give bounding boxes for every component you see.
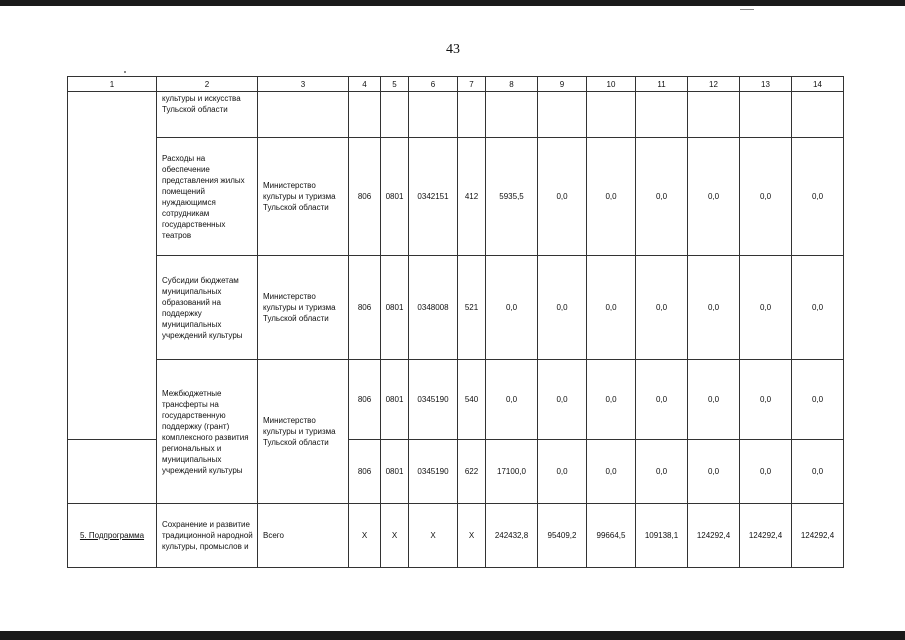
amount-cell: 99664,5 bbox=[587, 504, 636, 568]
code-cell: 0342151 bbox=[409, 138, 458, 256]
amount-cell: 0,0 bbox=[740, 138, 792, 256]
amount-cell: 0,0 bbox=[587, 440, 636, 504]
amount-cell: 0,0 bbox=[538, 138, 587, 256]
column-header: 9 bbox=[538, 77, 587, 92]
column-number-row bbox=[68, 77, 844, 92]
code-cell: 806 bbox=[349, 440, 381, 504]
empty-cell bbox=[68, 440, 157, 504]
column-header: 10 bbox=[587, 77, 636, 92]
amount-cell: 0,0 bbox=[740, 360, 792, 440]
amount-cell: 0,0 bbox=[740, 256, 792, 360]
empty-cell bbox=[587, 92, 636, 138]
row-description: Субсидии бюджетам муниципальных образований на поддержку муниципальных учреждений культуры bbox=[157, 256, 258, 360]
code-cell: 806 bbox=[349, 138, 381, 256]
amount-cell: 0,0 bbox=[792, 440, 844, 504]
column-header: 8 bbox=[486, 77, 538, 92]
empty-cell bbox=[349, 92, 381, 138]
amount-cell: 0,0 bbox=[792, 256, 844, 360]
amount-cell: 5935,5 bbox=[486, 138, 538, 256]
amount-cell: 0,0 bbox=[538, 256, 587, 360]
amount-cell: 0,0 bbox=[792, 138, 844, 256]
column-header: 13 bbox=[740, 77, 792, 92]
empty-cell bbox=[740, 92, 792, 138]
scan-speck bbox=[740, 9, 754, 10]
table-row bbox=[68, 504, 844, 568]
page-number: 43 bbox=[446, 42, 460, 57]
amount-cell: 0,0 bbox=[587, 256, 636, 360]
amount-cell: 124292,4 bbox=[688, 504, 740, 568]
amount-cell: 0,0 bbox=[538, 360, 587, 440]
ministry-cell: Министерство культуры и туризма Тульской области bbox=[258, 256, 349, 360]
subprogram-label bbox=[68, 504, 157, 568]
table-row bbox=[68, 138, 844, 256]
amount-cell: 0,0 bbox=[587, 138, 636, 256]
scan-bottom-edge bbox=[0, 631, 905, 640]
code-cell: 412 bbox=[458, 138, 486, 256]
amount-cell: 0,0 bbox=[636, 360, 688, 440]
amount-cell: 0,0 bbox=[688, 138, 740, 256]
amount-cell: 0,0 bbox=[636, 440, 688, 504]
column-header: 11 bbox=[636, 77, 688, 92]
amount-cell: 0,0 bbox=[688, 440, 740, 504]
code-cell: 540 bbox=[458, 360, 486, 440]
row-description: Сохранение и развитие традиционной народной культуры, промыслов и bbox=[157, 504, 258, 568]
row-description: Межбюджетные трансферты на государственную поддержку (грант) комплексного развития региональных и муниципальных учреждений культуры bbox=[157, 360, 258, 504]
code-cell: Х bbox=[409, 504, 458, 568]
empty-cell bbox=[458, 92, 486, 138]
code-cell: 0345190 bbox=[409, 440, 458, 504]
amount-cell: 242432,8 bbox=[486, 504, 538, 568]
amount-cell: 0,0 bbox=[688, 360, 740, 440]
budget-table bbox=[67, 76, 844, 568]
empty-cell bbox=[381, 92, 409, 138]
column-header: 6 bbox=[409, 77, 458, 92]
column-header: 12 bbox=[688, 77, 740, 92]
ministry-cell: Всего bbox=[258, 504, 349, 568]
ministry-cell: Министерство культуры и туризма Тульской области bbox=[258, 360, 349, 504]
code-cell: 806 bbox=[349, 360, 381, 440]
amount-cell: 0,0 bbox=[740, 440, 792, 504]
empty-cell bbox=[258, 92, 349, 138]
code-cell: 0801 bbox=[381, 360, 409, 440]
amount-cell: 109138,1 bbox=[636, 504, 688, 568]
code-cell: 521 bbox=[458, 256, 486, 360]
amount-cell: 0,0 bbox=[636, 138, 688, 256]
amount-cell: 124292,4 bbox=[740, 504, 792, 568]
subprogram-link[interactable]: 5. Подпрограмма bbox=[79, 531, 145, 540]
code-cell: 0801 bbox=[381, 138, 409, 256]
code-cell: 806 bbox=[349, 256, 381, 360]
amount-cell: 0,0 bbox=[486, 360, 538, 440]
amount-cell: 0,0 bbox=[792, 360, 844, 440]
empty-cell bbox=[538, 92, 587, 138]
column-header: 7 bbox=[458, 77, 486, 92]
empty-cell bbox=[409, 92, 458, 138]
table-row bbox=[68, 256, 844, 360]
column-header: 1 bbox=[68, 77, 157, 92]
amount-cell: 0,0 bbox=[486, 256, 538, 360]
amount-cell: 0,0 bbox=[688, 256, 740, 360]
column-header: 14 bbox=[792, 77, 844, 92]
code-cell: 622 bbox=[458, 440, 486, 504]
amount-cell: 0,0 bbox=[587, 360, 636, 440]
code-cell: Х bbox=[458, 504, 486, 568]
amount-cell: 95409,2 bbox=[538, 504, 587, 568]
code-cell: 0801 bbox=[381, 256, 409, 360]
empty-cell bbox=[688, 92, 740, 138]
table-row bbox=[68, 92, 844, 138]
table-row bbox=[68, 360, 844, 440]
column-header: 3 bbox=[258, 77, 349, 92]
amount-cell: 0,0 bbox=[636, 256, 688, 360]
scan-top-edge bbox=[0, 0, 905, 6]
scan-speck bbox=[124, 71, 126, 73]
empty-cell bbox=[636, 92, 688, 138]
column-header: 5 bbox=[381, 77, 409, 92]
empty-cell bbox=[792, 92, 844, 138]
code-cell: Х bbox=[381, 504, 409, 568]
code-cell: 0348008 bbox=[409, 256, 458, 360]
amount-cell: 17100,0 bbox=[486, 440, 538, 504]
column-header: 2 bbox=[157, 77, 258, 92]
row-description: Расходы на обеспечение представления жилых помещений нуждающимся сотрудникам государственных театров bbox=[157, 138, 258, 256]
amount-cell: 0,0 bbox=[538, 440, 587, 504]
row-description: культуры и искусства Тульской области bbox=[157, 92, 258, 138]
code-cell: 0801 bbox=[381, 440, 409, 504]
code-cell: Х bbox=[349, 504, 381, 568]
column-header: 4 bbox=[349, 77, 381, 92]
ministry-cell: Министерство культуры и туризма Тульской области bbox=[258, 138, 349, 256]
empty-cell bbox=[486, 92, 538, 138]
amount-cell: 124292,4 bbox=[792, 504, 844, 568]
code-cell: 0345190 bbox=[409, 360, 458, 440]
empty-cell bbox=[68, 92, 157, 440]
